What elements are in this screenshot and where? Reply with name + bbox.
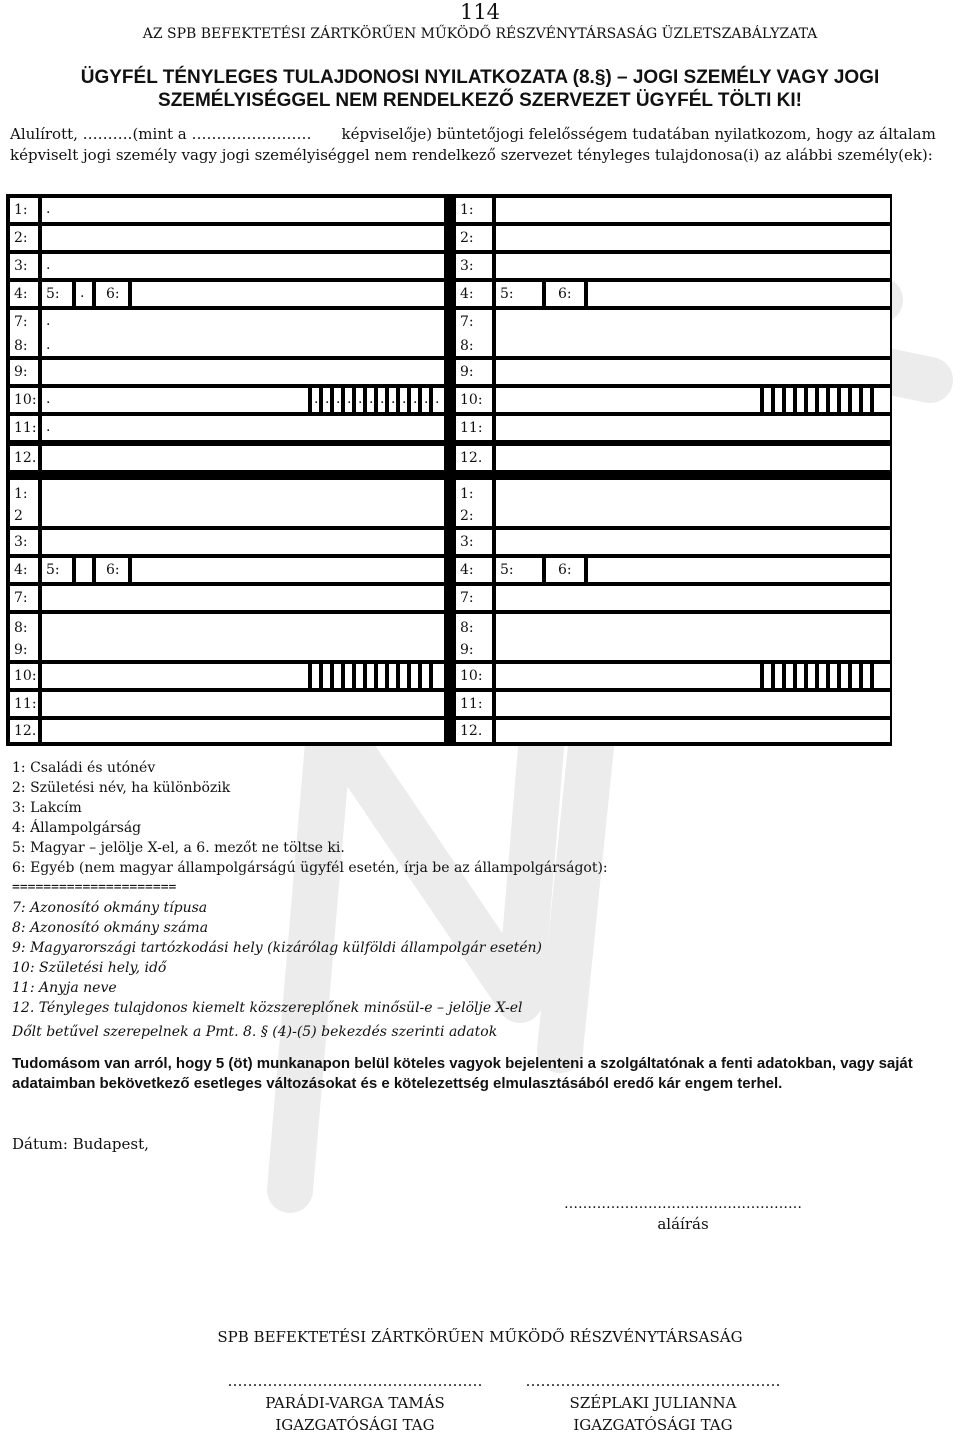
row-label: 2 <box>14 508 23 524</box>
row-label: 3: <box>14 534 28 550</box>
legend-item: 8: Azonosító okmány száma <box>12 920 209 936</box>
form-title-line-2: SZEMÉLYISÉGGEL NEM RENDELKEZŐ SZERVEZET ÜGYFÉL TÖLTI KI! <box>158 90 802 111</box>
form-title <box>0 66 960 112</box>
row-label: 12. <box>460 723 483 739</box>
owner-4-row-id-residence[interactable] <box>456 614 890 660</box>
signature-line[interactable]: …………………………………………… <box>564 1196 802 1212</box>
row-label: 6: <box>558 286 572 302</box>
owner-1-row-address[interactable] <box>10 254 444 278</box>
row-value: . <box>46 313 51 329</box>
owner-3-column <box>6 476 446 746</box>
owner-2-row-citizenship[interactable] <box>456 282 890 306</box>
owner-2-row-birth-place[interactable] <box>456 388 890 412</box>
intro-part-1: Alulírott, ……….(mint a …………………… <box>10 125 312 143</box>
row-label: 11: <box>460 696 483 712</box>
owner-4-column <box>452 476 892 746</box>
date-boxes <box>760 664 881 688</box>
legend-item: 5: Magyar – jelölje X-el, a 6. mezőt ne töltse ki. <box>12 840 345 856</box>
row-label: 2: <box>14 230 28 246</box>
owner-3-row-address[interactable] <box>10 530 444 554</box>
owner-1-row-pep[interactable] <box>10 446 444 470</box>
row-value: . <box>46 337 51 353</box>
officer-2-dots: …………………………………………… <box>525 1372 781 1390</box>
row-label: 4: <box>460 562 474 578</box>
legend-item: 6: Egyéb (nem magyar állampolgárságú ügyfél esetén, írja be az állampolgárságot): <box>12 860 608 876</box>
date-boxes <box>308 664 440 688</box>
row-label: 7: <box>460 314 474 330</box>
owner-4-row-names[interactable] <box>456 480 890 526</box>
row-label: 5: <box>500 286 514 302</box>
row-label: 6: <box>106 562 120 578</box>
owner-2-column <box>452 194 892 476</box>
row-label: 1: <box>460 202 474 218</box>
notification-statement: Tudomásom van arról, hogy 5 (öt) munkanapon belül köteles vagyok bejelenteni a szolgáltatónak a fenti adatokban, vagy saját adataimban bekövetkező esetleges változásokat és e kötelezettség elmulasztásából eredő kár engem terhel. <box>12 1055 913 1092</box>
date-boxes <box>308 388 440 412</box>
row-label: 4: <box>14 286 28 302</box>
owner-3-row-mother-name[interactable] <box>10 692 444 716</box>
owner-2-row-pep[interactable] <box>456 446 890 470</box>
row-label: 7: <box>460 590 474 606</box>
legend-item: 4: Állampolgárság <box>12 820 142 836</box>
row-label: 10: <box>460 668 483 684</box>
owner-2-row-mother-name[interactable] <box>456 416 890 440</box>
row-label: 8: <box>14 620 28 636</box>
owner-3-row-pep[interactable] <box>10 720 444 742</box>
officer-1-title: IGAZGATÓSÁGI TAG <box>275 1416 435 1434</box>
owner-1-row-residence[interactable] <box>10 360 444 384</box>
form-title-line-1: ÜGYFÉL TÉNYLEGES TULAJDONOSI NYILATKOZATA (8.§) – JOGI SZEMÉLY VAGY JOGI <box>80 67 880 88</box>
row-label: 11: <box>14 696 37 712</box>
row-label: 12. <box>14 450 37 466</box>
owner-3-row-id-type[interactable] <box>10 586 444 610</box>
row-label: 4: <box>460 286 474 302</box>
row-label: 7: <box>14 314 28 330</box>
officer-1-dots: …………………………………………… <box>227 1372 483 1390</box>
officer-1-name: PARÁDI-VARGA TAMÁS <box>265 1394 445 1412</box>
running-header: AZ SPB BEFEKTETÉSI ZÁRTKÖRŰEN MŰKÖDŐ RÉSZVÉNYTÁRSASÁG ÜZLETSZABÁLYZATA <box>142 26 818 42</box>
row-label: 2: <box>460 230 474 246</box>
owner-1-row-citizenship[interactable] <box>10 282 444 306</box>
legend-item: 7: Azonosító okmány típusa <box>12 900 208 916</box>
owner-1-row-mother-name[interactable] <box>10 416 444 440</box>
row-label: 3: <box>14 258 28 274</box>
owner-2-row-name[interactable] <box>456 198 890 222</box>
row-label: 8: <box>14 338 28 354</box>
row-label: 5: <box>46 562 60 578</box>
row-label: 7: <box>14 590 28 606</box>
officer-2-signature <box>498 1370 808 1436</box>
owner-4-row-citizenship[interactable] <box>456 558 890 582</box>
intro-part-2: képviselője) büntetőjogi felelősségem tudatában nyilatkozom, hogy az általam képviselt jogi személy vagy jogi személyiséggel nem rendelkező szervezet tényleges tulajdonosa(i) az alábbi személy(ek): <box>10 125 936 164</box>
officer-2-title: IGAZGATÓSÁGI TAG <box>573 1416 733 1434</box>
row-label: 3: <box>460 534 474 550</box>
owner-2-row-id-docs[interactable] <box>456 310 890 356</box>
owner-3-row-names[interactable] <box>10 480 444 526</box>
owner-4-row-mother-name[interactable] <box>456 692 890 716</box>
owner-2-row-address[interactable] <box>456 254 890 278</box>
row-label: 9: <box>460 364 474 380</box>
owner-1-row-birth-name[interactable] <box>10 226 444 250</box>
row-label: 6: <box>558 562 572 578</box>
row-label: 8: <box>460 338 474 354</box>
row-label: 11: <box>14 420 37 436</box>
owner-3-row-citizenship[interactable] <box>10 558 444 582</box>
row-value: . <box>46 419 51 435</box>
officer-2-name: SZÉPLAKI JULIANNA <box>569 1394 737 1412</box>
row-label: 2: <box>460 508 474 524</box>
legend-item: 3: Lakcím <box>12 800 82 816</box>
row-label: 10: <box>460 392 483 408</box>
row-label: 5: <box>500 562 514 578</box>
row-value: . <box>80 285 85 301</box>
date-boxes <box>760 388 881 412</box>
signature-label: aláírás <box>657 1215 709 1233</box>
row-label: 6: <box>106 286 120 302</box>
row-label: 12. <box>14 723 37 739</box>
owner-1-row-id-docs[interactable] <box>10 310 444 356</box>
officer-1-signature <box>200 1370 510 1436</box>
owner-1-row-name[interactable] <box>10 198 444 222</box>
owner-1-column <box>6 194 446 476</box>
row-label: 12. <box>460 450 483 466</box>
date-label: Dátum: Budapest, <box>12 1135 149 1153</box>
legend-item: 2: Születési név, ha különbözik <box>12 780 231 796</box>
intro-paragraph <box>10 124 952 166</box>
legend-item: 1: Családi és utónév <box>12 760 156 776</box>
row-label: 10: <box>14 392 37 408</box>
row-label: 1: <box>14 486 28 502</box>
owner-4-row-address[interactable] <box>456 530 890 554</box>
owner-3-row-birth-place[interactable] <box>10 664 444 688</box>
legend-item: 12. Tényleges tulajdonos kiemelt közszereplőnek minősül-e – jelölje X-el <box>12 1000 523 1016</box>
owner-4-row-id-type[interactable] <box>456 586 890 610</box>
beneficial-owner-block-2 <box>6 476 892 746</box>
row-label: 5: <box>46 286 60 302</box>
row-label: 4: <box>14 562 28 578</box>
row-value: . <box>46 201 51 217</box>
owner-2-row-birth-name[interactable] <box>456 226 890 250</box>
row-label: 3: <box>460 258 474 274</box>
row-label: 9: <box>460 642 474 658</box>
legend-item: 11: Anyja neve <box>12 980 117 996</box>
row-label: 1: <box>14 202 28 218</box>
row-value: . <box>46 257 51 273</box>
owner-4-row-birth-place[interactable] <box>456 664 890 688</box>
row-label: 8: <box>460 620 474 636</box>
row-label: 10: <box>14 668 37 684</box>
owner-1-row-birth-place[interactable] <box>10 388 444 412</box>
owner-4-row-pep[interactable] <box>456 720 890 742</box>
legend-item: 10: Születési hely, idő <box>12 960 167 976</box>
page-number: 114 <box>459 0 501 24</box>
row-label: 9: <box>14 642 28 658</box>
legend-separator: ===================== <box>12 880 177 895</box>
row-value: . <box>46 391 51 407</box>
legend-item: 9: Magyarországi tartózkodási hely (kizárólag külföldi állampolgár esetén) <box>12 940 542 956</box>
owner-2-row-residence[interactable] <box>456 360 890 384</box>
beneficial-owner-block-1 <box>6 194 892 476</box>
row-label: 11: <box>460 420 483 436</box>
field-legend <box>12 758 608 1042</box>
owner-3-row-id-residence[interactable] <box>10 614 444 660</box>
row-label: 1: <box>460 486 474 502</box>
company-name: SPB BEFEKTETÉSI ZÁRTKÖRŰEN MŰKÖDŐ RÉSZVÉNYTÁRSASÁG <box>217 1328 743 1346</box>
legend-note: Dőlt betűvel szerepelnek a Pmt. 8. § (4)-(5) bekezdés szerinti adatok <box>12 1024 498 1040</box>
row-label: 9: <box>14 364 28 380</box>
